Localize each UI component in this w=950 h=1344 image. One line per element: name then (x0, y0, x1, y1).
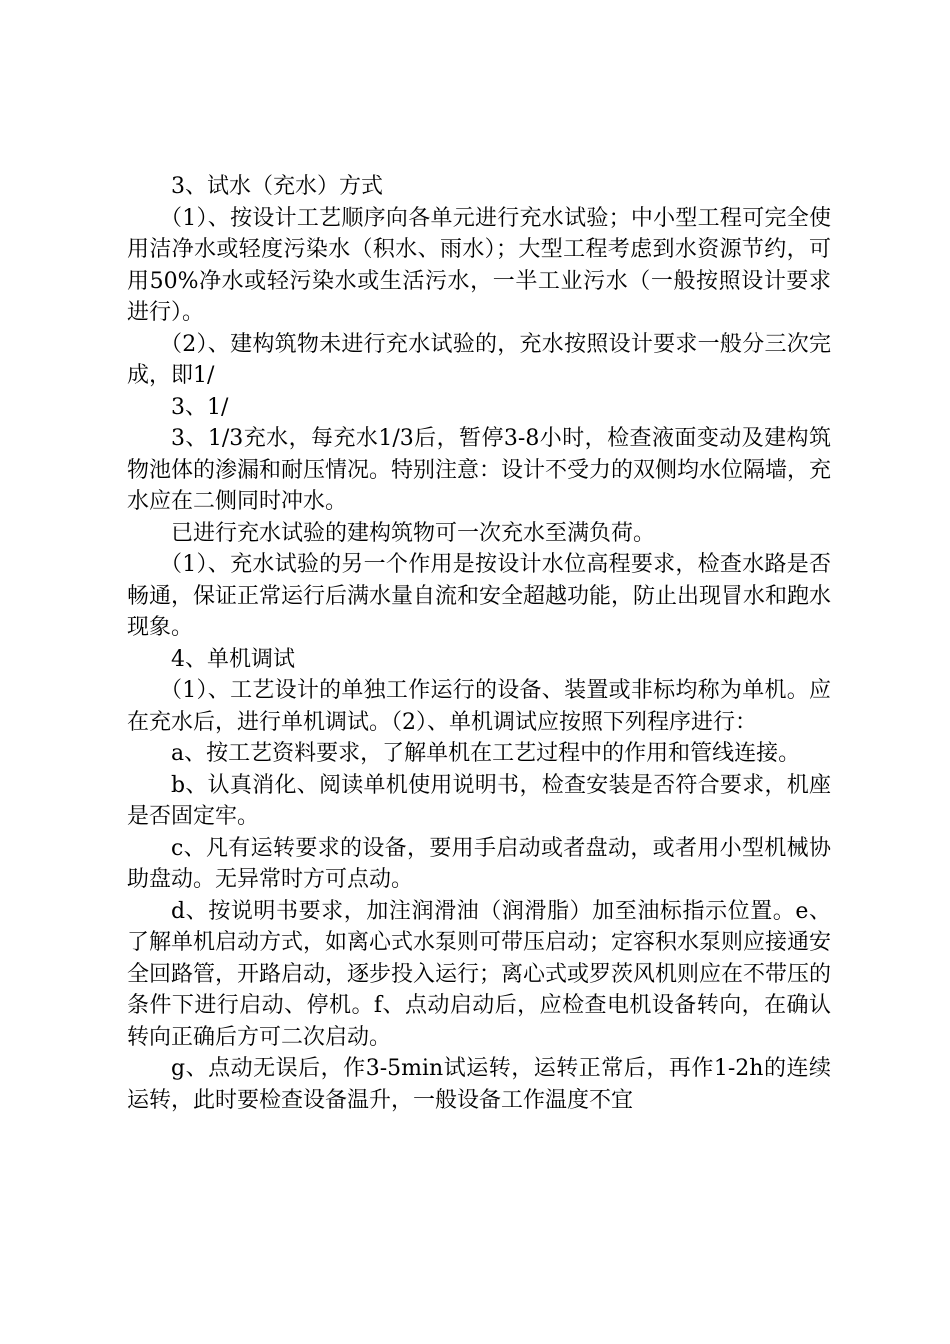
paragraph-single-machine-definition: （1）、工艺设计的单独工作运行的设备、装置或非标均称为单机。应在充水后，进行单机调试。（2）、单机调试应按照下列程序进行： (127, 678, 831, 735)
section-heading-single-machine: 4、单机调试 (171, 646, 295, 672)
list-item-d-e-f: d、按说明书要求，加注润滑油（润滑脂）加至油标指示位置。e、了解单机启动方式，如离心式水泵则可带压启动；定容积水泵则应接通安全回路管，开路启动，逐步投入运行；离心式或罗茨风机则应在不带压的条件下进行启动、停机。f、点动启动后，应检查电机设备转向，在确认转向正确后方可二次启动。 (127, 898, 832, 1050)
paragraph-full-load: 已进行充水试验的建构筑物可一次充水至满负荷。 (171, 520, 656, 546)
paragraph-fill-pause-check: 3、1/3充水，每充水1/3后，暂停3-8小时，检查液面变动及建构筑物池体的渗漏和耐压情况。特别注意：设计不受力的双侧均水位隔墙，充水应在二侧同时冲水。 (127, 426, 832, 514)
list-item-g: g、点动无误后，作3-5min试运转，运转正常后，再作1-2h的连续运转，此时要检查设备温升，一般设备工作温度不宜 (127, 1056, 831, 1113)
document-body (127, 171, 831, 1116)
list-item-c: c、凡有运转要求的设备，要用手启动或者盘动，或者用小型机械协助盘动。无异常时方可点动。 (127, 835, 831, 892)
section-heading-trial-water: 3、试水（充水）方式 (171, 174, 383, 199)
paragraph-fill-sequence: （1）、按设计工艺顺序向各单元进行充水试验；中小型工程可完全使用洁净水或轻度污染水（积水、雨水）；大型工程考虑到水资源节约，可用50%净水或轻污染水或生活污水，一半工业污水（一般按照设计要求进行）。 (127, 205, 831, 325)
list-item-a: a、按工艺资料要求，了解单机在工艺过程中的作用和管线连接。 (171, 741, 801, 766)
paragraph-waterway-check: （1）、充水试验的另一个作用是按设计水位高程要求，检查水路是否畅通，保证正常运行后满水量自流和安全超越功能，防止出现冒水和跑水现象。 (127, 552, 832, 640)
paragraph-fraction-fragment: 3、1/ (171, 394, 229, 420)
list-item-b: b、认真消化、阅读单机使用说明书，检查安装是否符合要求，机座是否固定牢。 (127, 772, 831, 829)
paragraph-three-stage-fill: （2）、建构筑物未进行充水试验的，充水按照设计要求一般分三次完成，即1/ (127, 331, 831, 388)
